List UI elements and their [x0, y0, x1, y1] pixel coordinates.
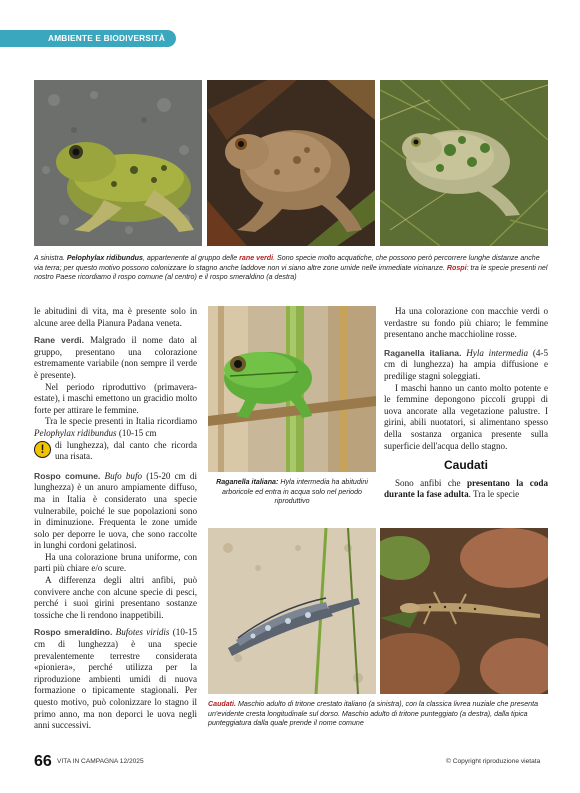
latin-name: Bufo bufo — [100, 470, 143, 481]
paragraph: Ha una colorazione con macchie verdi o verdastre su fondo più chiaro; le femmine presentano anche macchioline rosse. — [384, 306, 548, 340]
latin-name: Pelophylax ridibundus — [34, 427, 117, 438]
paragraph — [34, 416, 197, 439]
section-tab: AMBIENTE E BIODIVERSITÀ — [0, 30, 176, 47]
caption-text: A sinistra. — [34, 254, 67, 262]
caption-accent: Caudati. — [208, 700, 236, 708]
caption-text: , appartenente al gruppo delle — [142, 254, 240, 262]
paragraph: Ha una colorazione bruna uniforme, con parti più chiare e/o scure. — [34, 551, 197, 574]
paragraph-bold: presentano la coda durante la fase adulta — [384, 477, 548, 500]
latin-name: Hyla intermedia — [461, 347, 529, 358]
paragraph-text: di lunghezza), dal canto che ricorda una risata. — [55, 439, 197, 462]
caption-text: : tra le specie presenti nel nostro Paese ricordiamo il rospo comune (al centro) e il rospo smeraldino (a destra) — [34, 263, 548, 282]
copyright-notice: © Copyright riproduzione vietata — [446, 758, 541, 765]
caption-accent: Rospi — [446, 263, 467, 272]
photo-pelophylax-ridibundus — [34, 80, 202, 246]
paragraph-text: Sono anfibi che — [395, 477, 467, 488]
column-right — [384, 306, 548, 501]
column-left — [34, 306, 197, 732]
paragraph — [384, 478, 548, 501]
magazine-issue: VITA IN CAMPAGNA 12/2025 — [57, 758, 144, 765]
paragraph-text: (10-15 cm di lunghezza) è una specie prevalentemente terrestre considerata «pioniera», perché utilizza per la riproduzione ambienti umidi di nuova formazione o tipicamente stagionali. Per questo motivo, può colonizzare lo stagno il primo anno, ma non deporci le uova negli anni successivi. — [34, 627, 197, 731]
paragraph: A differenza degli altri anfibi, può convivere anche con alcune specie di pesci, perché i suoi girini presentano sostanze tossiche che li rendono inappetibili. — [34, 575, 197, 620]
paragraph-text: (4-5 cm di lunghezza) ha ampia diffusione e predilige stagni soleggiati. — [384, 347, 548, 381]
latin-name: Bufotes viridis — [112, 627, 170, 638]
species-label: Rospo comune. — [34, 470, 101, 481]
paragraph-rane-verdi — [34, 335, 197, 381]
bottom-caption — [208, 700, 548, 729]
paragraph-text: Malgrado il nome dato al gruppo, presentano una colorazione estremamente variabile (non sempre il verde è presente). — [34, 335, 197, 380]
paragraph-text: (10-15 cm — [116, 427, 157, 438]
warning-row — [34, 440, 197, 463]
photo-raganella-italiana — [208, 306, 376, 472]
caption-text: . Sono specie molto acquatiche, che possono però percorrere lunghe distanze anche via terra; per questo motivo possono colonizzare lo stagno anche laddove non vi siano altre zone umide nelle immediate vicinanze. — [34, 254, 540, 272]
paragraph-text: Tra le specie presenti in Italia ricordiamo — [45, 416, 197, 427]
paragraph-rospo-smeraldino — [34, 627, 197, 731]
paragraph: le abitudini di vita, ma è presente solo in alcune aree della Pianura Padana veneta. — [34, 306, 197, 328]
caption-text: ha abitudini arboricole ed entra in acqua solo nel periodo riproduttivo — [222, 478, 368, 506]
paragraph-text: . Tra le specie — [468, 489, 520, 500]
warning-icon: ! — [34, 441, 51, 458]
paragraph-rospo-comune — [34, 471, 197, 552]
caption-bold: Raganella italiana: — [216, 478, 279, 486]
paragraph: Nel periodo riproduttivo (primavera-estate), i maschi emettono un gracidio molto forte per attirare le femmine. — [34, 381, 197, 415]
mid-caption — [208, 478, 376, 507]
paragraph-text: (15-20 cm di lunghezza) è un anuro ampiamente diffuso, ma in Italia è considerato una specie vulnerabile, poiché le sue popolazioni sono in diminuzione. Frequenta le zone umide solo per deporre le uova, che sono raccolte in lunghi cordoni gelatinosi. — [34, 470, 197, 551]
caption-latin: Hyla intermedia — [278, 478, 330, 486]
caption-latin: Pelophylax ridibundus — [66, 254, 143, 262]
photo-rospo-smeraldino — [380, 80, 548, 246]
top-caption — [34, 254, 548, 283]
photo-tritone-crestato — [208, 528, 376, 694]
section-heading: Caudati — [443, 458, 488, 473]
species-label: Raganella italiana. — [384, 347, 462, 358]
species-label: Rane verdi. — [34, 335, 85, 346]
paragraph: I maschi hanno un canto molto potente e le femmine depongono piccoli gruppi di uova ancorate alla vegetazione palustre. I girini, abili nuotatori, si alimentano spesso della sostanza organica presente sulla superficie dell'acqua dello stagno. — [384, 382, 548, 451]
caption-accent: rane verdi — [239, 254, 274, 262]
photo-tritone-punteggiato — [380, 528, 548, 694]
page-number: 66 — [34, 753, 52, 770]
photo-rospo-comune — [207, 80, 375, 246]
caption-text: Maschio adulto di tritone crestato italiano (a sinistra), con la classica livrea nuziale che presenta un'evidente cresta longitudinale sul dorso. Maschio adulto di tritone punteggiato (a destra), dalla tipica punteggiatura dalla quale prende il nome comune — [208, 700, 539, 728]
species-label: Rospo smeraldino. — [34, 627, 113, 638]
paragraph-raganella — [384, 348, 548, 383]
